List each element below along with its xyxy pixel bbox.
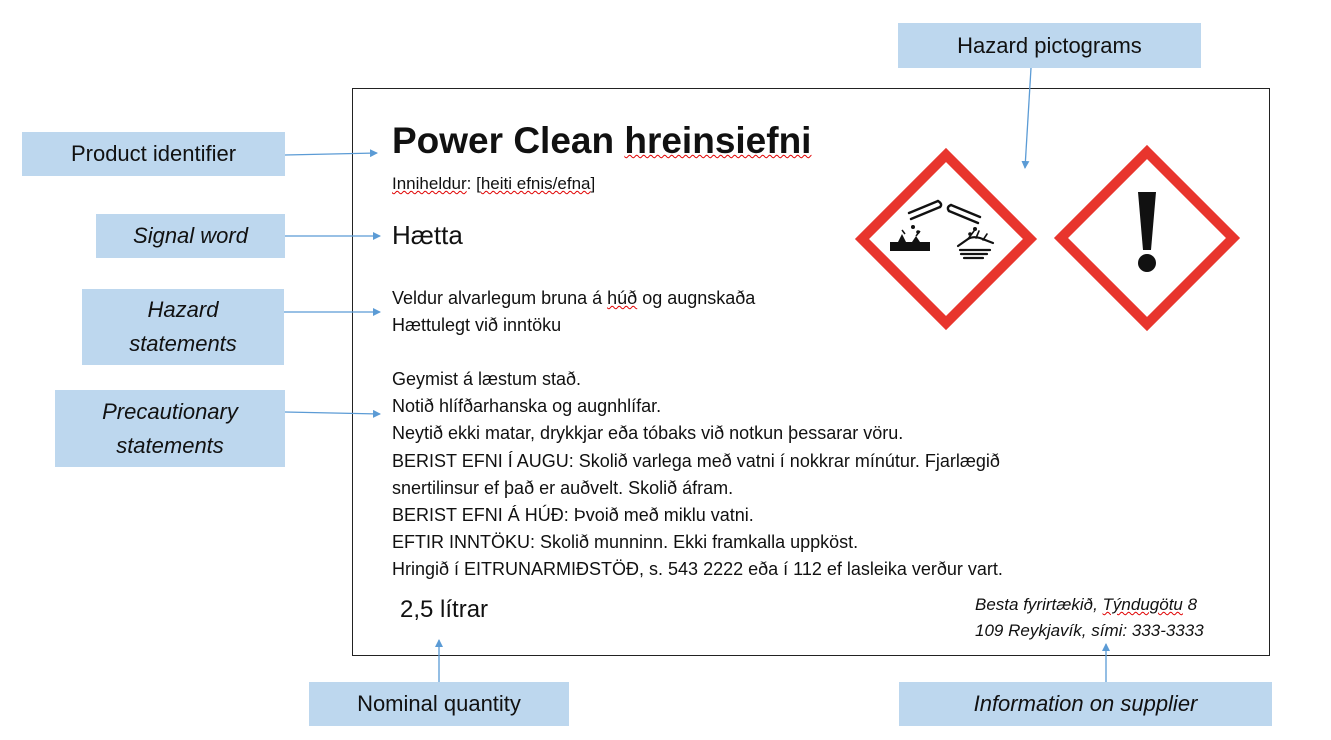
callout-information-on-supplier-text: Information on supplier (973, 691, 1198, 716)
precautionary-statement: BERIST EFNI Í AUGU: Skolið varlega með vatni í nokkrar mínútur. Fjarlægið (392, 450, 1000, 471)
corrosion-pictogram-icon (862, 155, 1030, 323)
precautionary-statement: Geymist á læstum stað. (392, 369, 582, 389)
callout-hazard-pictograms-text: Hazard pictograms (957, 32, 1142, 58)
contains-value: heiti efnis/efna (480, 174, 591, 193)
supplier-line2: 109 Reykjavík, sími: 333-3333 (975, 621, 1204, 640)
precautionary-statement: Notið hlífðarhanska og augnhlífar. (392, 396, 662, 417)
precautionary-statement: Neytið ekki matar, drykkjar eða tóbaks við notkun þessarar vöru. (392, 423, 904, 444)
callout-precautionary-statements-line2: statements (116, 432, 224, 458)
callout-hazard-statements-line1: Hazard (147, 297, 219, 322)
precautionary-statement: BERIST EFNI Á HÚÐ: Þvoið með miklu vatni. (392, 505, 754, 526)
exclamation-mark-pictogram-icon (1061, 152, 1233, 324)
supplier-line1: Besta fyrirtækið, Týndugötu 8 (975, 595, 1198, 614)
callout-hazard-statements-line2: statements (129, 331, 237, 356)
callout-signal-word-text: Signal word (133, 223, 248, 248)
nominal-quantity: 2,5 lítrar (400, 596, 489, 623)
signal-word: Hætta (392, 220, 463, 250)
arrow-hazard-pictograms (1025, 68, 1031, 168)
callout-nominal-quantity-text: Nominal quantity (357, 691, 521, 716)
precautionary-statement: Hringið í EITRUNARMIÐSTÖÐ, s. 543 2222 eða í 112 ef lasleika verður vart. (392, 559, 1003, 580)
callout-arrows (284, 68, 1106, 682)
hazard-statement: Hættulegt við inntöku (392, 315, 562, 336)
callout-product-identifier-text: Product identifier (70, 141, 237, 166)
product-name-part2: hreinsiefni (624, 120, 812, 161)
product-name-part1: Power Clean (392, 120, 625, 161)
hazard-statement: Veldur alvarlegum bruna á húð og augnskaða (392, 288, 756, 308)
contains-colon: : [ (466, 174, 481, 193)
contains-prefix: Inniheldur (392, 174, 467, 193)
contains-suffix: ] (590, 174, 596, 193)
precautionary-statement: EFTIR INNTÖKU: Skolið munninn. Ekki framkalla uppköst. (392, 532, 859, 553)
arrow-product-identifier (285, 153, 377, 155)
arrow-precautionary-statements (285, 412, 380, 414)
callout-precautionary-statements-line1: Precautionary (102, 398, 238, 424)
precautionary-statement: snertilinsur ef það er auðvelt. Skolið áfram. (392, 477, 734, 498)
